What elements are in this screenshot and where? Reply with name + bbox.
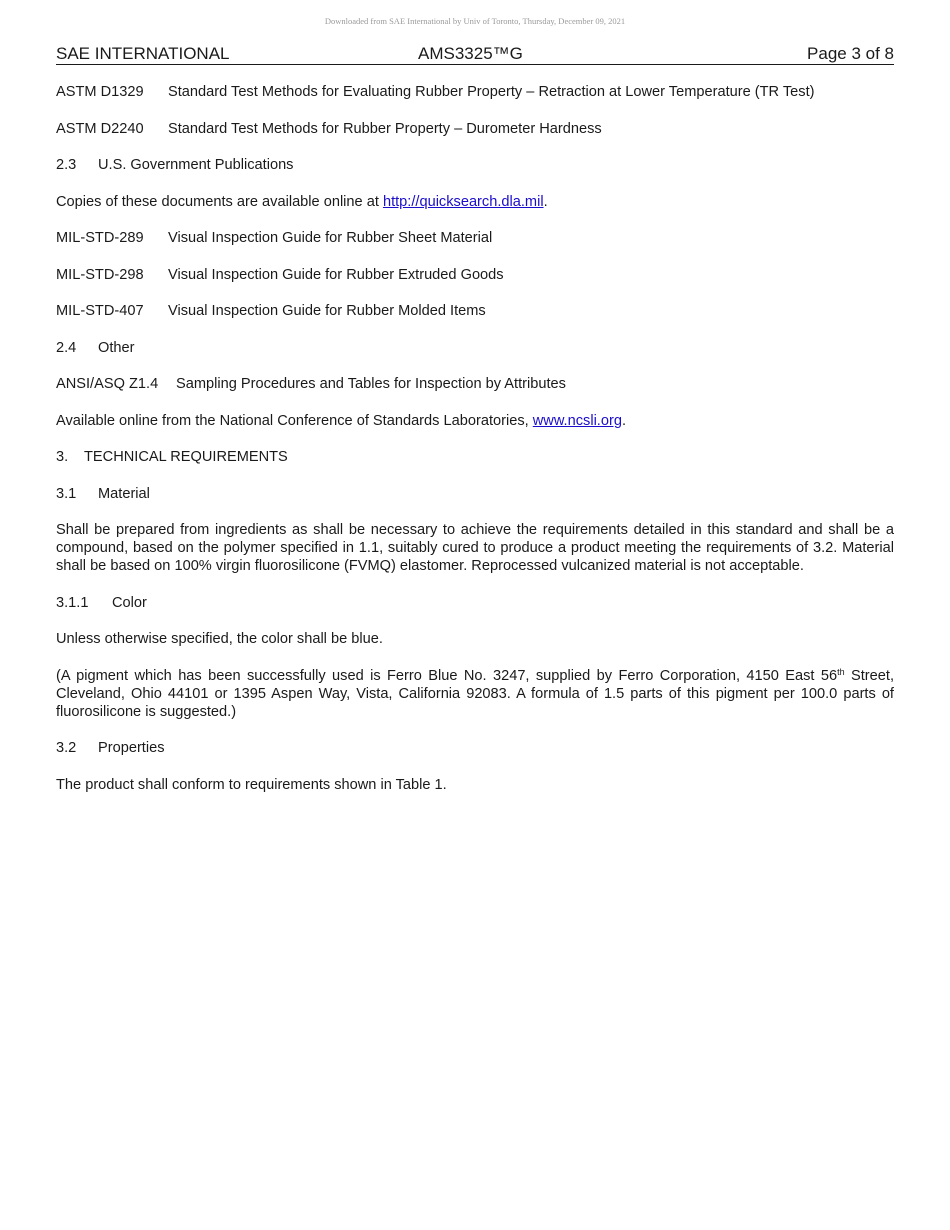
section-number: 3.2 (56, 740, 77, 756)
section-number: 3. (56, 449, 69, 465)
section-2-3-heading (56, 156, 894, 174)
properties-paragraph: The product shall conform to requirements shown in Table 1. (56, 776, 447, 793)
reference-mil-std-407 (56, 302, 894, 320)
section-3-1-1-heading (56, 594, 894, 612)
section-title: Properties (98, 740, 165, 756)
reference-code: MIL-STD-407 (56, 303, 144, 319)
section-2-4-heading (56, 339, 894, 357)
ncsli-link[interactable]: www.ncsli.org (532, 412, 622, 429)
page-header (56, 44, 894, 65)
reference-code: MIL-STD-289 (56, 230, 144, 246)
header-publisher: SAE INTERNATIONAL (56, 44, 230, 63)
reference-title: Standard Test Methods for Evaluating Rubber Property – Retraction at Lower Temperature (TR Test) (168, 84, 815, 100)
pigment-paragraph (56, 667, 894, 721)
section-title: Material (98, 485, 150, 502)
section-number: 3.1 (56, 485, 77, 502)
reference-mil-std-289 (56, 229, 894, 247)
reference-ansi-asq-z1-4 (56, 375, 894, 393)
reference-code: ASTM D2240 (56, 120, 144, 137)
pigment-text-start: (A pigment which has been successfully used is Ferro Blue No. 3247, supplied by Ferro Corporation, 4150 East 56 (56, 667, 838, 684)
section-number: 3.1.1 (56, 594, 89, 611)
document-body (56, 83, 894, 812)
section-3-heading (56, 448, 894, 466)
quicksearch-link[interactable]: http://quicksearch.dla.mil (382, 193, 544, 210)
header-document-id: AMS3325™G (418, 44, 523, 63)
available-text: Available online from the National Conference of Standards Laboratories, (56, 412, 533, 429)
copies-text: Copies of these documents are available online at (56, 193, 383, 210)
section-number: 2.4 (56, 339, 77, 356)
reference-title: Visual Inspection Guide for Rubber Extruded Goods (168, 266, 504, 283)
reference-title: Standard Test Methods for Rubber Property – Durometer Hardness (168, 120, 602, 137)
download-watermark: Downloaded from SAE International by Univ of Toronto, Thursday, December 09, 2021 (324, 16, 626, 26)
section-3-1-heading (56, 485, 894, 503)
reference-title: Visual Inspection Guide for Rubber Sheet Material (168, 230, 493, 246)
section-title: U.S. Government Publications (98, 157, 294, 173)
reference-code: MIL-STD-298 (56, 266, 144, 283)
reference-code: ANSI/ASQ Z1.4 (56, 376, 159, 392)
section-title: Other (98, 339, 135, 356)
section-3-2-heading (56, 739, 894, 757)
available-period: . (621, 412, 627, 429)
reference-mil-std-298 (56, 266, 894, 284)
reference-astm-d1329 (56, 83, 894, 101)
reference-title: Visual Inspection Guide for Rubber Molded Items (168, 303, 486, 319)
copies-period: . (543, 193, 548, 210)
material-paragraph: Shall be prepared from ingredients as shall be necessary to achieve the requirements detailed in this standard and shall be a compound, based on the polymer specified in 1.1, suitably cured to produce a product meeting the requirements of 3.2. Material shall be based on 100% virgin fluorosilicone (FVMQ) elastomer. Reprocessed vulcanized material is not acceptable. (56, 522, 894, 574)
section-title: TECHNICAL REQUIREMENTS (84, 449, 288, 465)
ncsl-availability-paragraph (56, 412, 894, 430)
pigment-text-end: Street, Cleveland, Ohio 44101 or 1395 Aspen Way, Vista, California 92083. A formula of 1.5 parts of this pigment per 100.0 parts of fluorosilicone is suggested.) (56, 667, 894, 720)
copies-availability-paragraph (56, 193, 894, 211)
color-paragraph: Unless otherwise specified, the color shall be blue. (56, 631, 383, 647)
reference-code: ASTM D1329 (56, 84, 144, 100)
section-number: 2.3 (56, 157, 77, 173)
reference-title: Sampling Procedures and Tables for Inspection by Attributes (176, 376, 566, 392)
header-page-number: Page 3 of 8 (807, 44, 894, 63)
reference-astm-d2240 (56, 120, 894, 138)
section-title: Color (112, 594, 147, 611)
ordinal-superscript: th (837, 666, 845, 677)
